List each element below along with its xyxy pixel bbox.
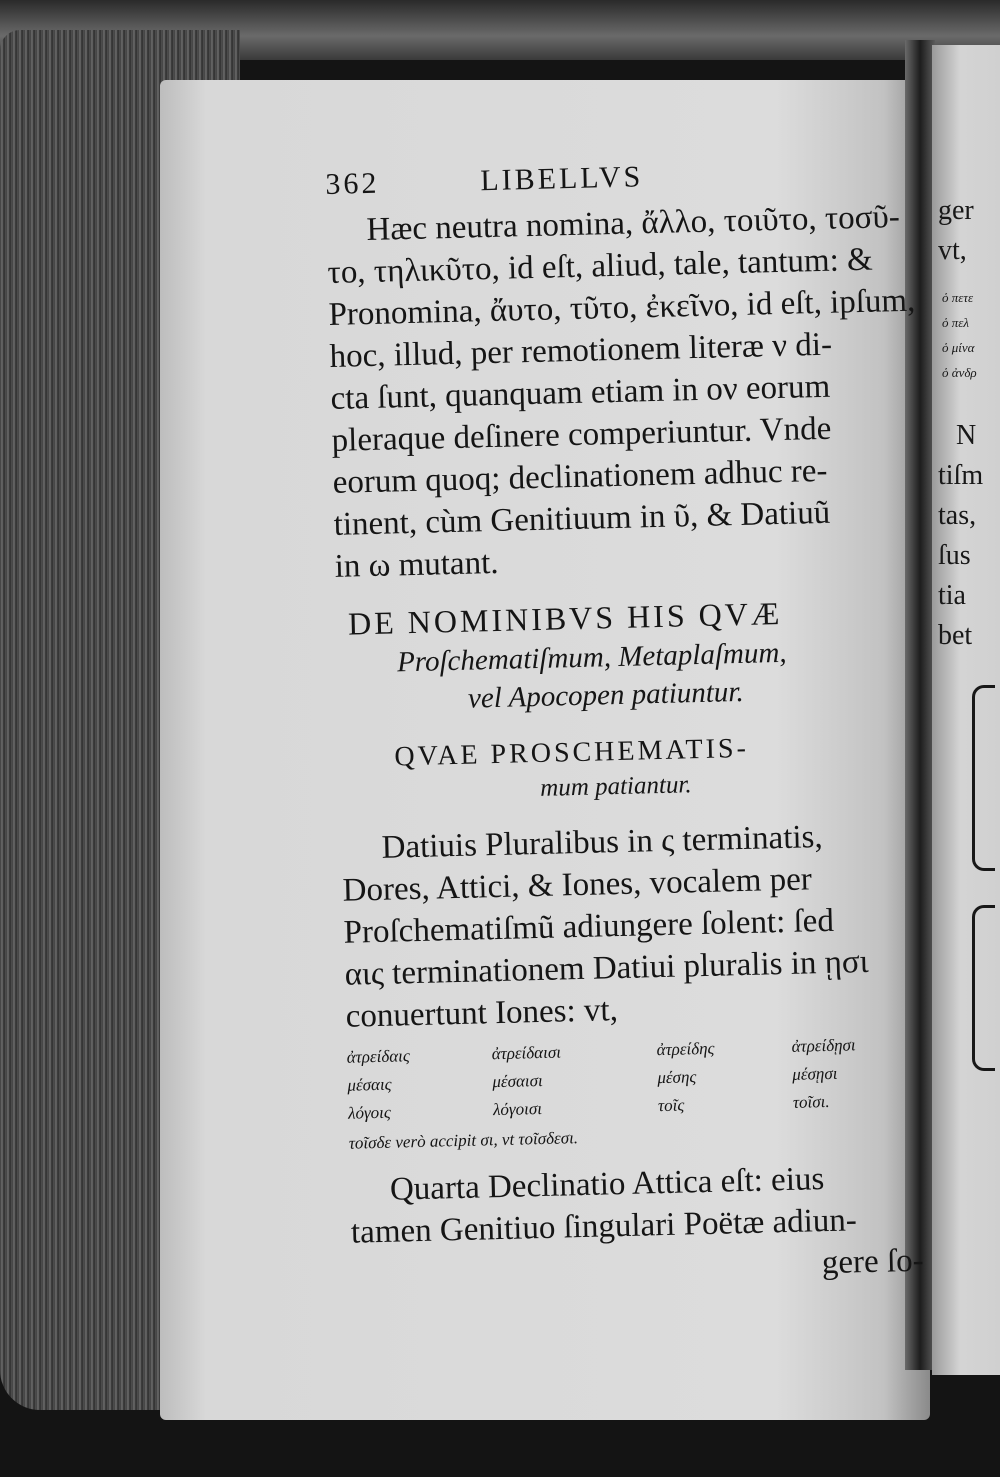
greek-cell: μέσαις <box>347 1074 392 1095</box>
greek-cell: ἀτρείδης <box>656 1038 715 1060</box>
text-line: Pronomina, ἄυτο, τῦτο, ἐκεῖνο, id eſt, ipſum, <box>328 282 916 333</box>
text-line: cta ſunt, quanquam etiam in ον eorum <box>330 368 831 417</box>
running-header <box>325 160 644 202</box>
facing-line: N <box>956 420 977 451</box>
section-subheading-line: Proſchematiſmum, Metaplaſmum, <box>396 636 787 679</box>
greek-cell: μέσαισι <box>492 1070 543 1092</box>
greek-table <box>347 1034 910 1168</box>
facing-greek-line: ὁ ἀνδρ <box>942 365 977 380</box>
text-block <box>325 154 942 1288</box>
section-subheading-line: vel Apocopen patiuntur. <box>467 675 745 715</box>
greek-note: τοῖσδε verò accipit σι, vt τοῖσδεσι. <box>348 1128 579 1153</box>
text-line: tinent, cùm Genitiuum in ῦ, & Datiuũ <box>333 494 831 543</box>
text-line: conuertunt Iones: vt, <box>345 992 619 1035</box>
catchword: gere ſo- <box>821 1242 925 1282</box>
facing-line: vt, <box>938 235 967 266</box>
running-head: LIBELLVS <box>479 160 644 198</box>
text-line: hoc, illud, per remotionem literæ ν di- <box>329 326 833 375</box>
greek-cell: ἀτρείδῃσι <box>791 1035 856 1056</box>
greek-cell: μέσης <box>657 1067 697 1088</box>
facing-page <box>932 45 1000 1375</box>
text-line: pleraque deſinere comperiuntur. Vnde <box>331 410 832 459</box>
text-line: αις terminationem Datiui pluralis in ῃσι <box>344 943 870 993</box>
facing-greek-line: ὁ πελ <box>942 315 970 330</box>
text-line: Proſchematiſmũ adiungere ſolent: ſed <box>343 902 835 951</box>
section-heading: DE NOMINIBVS HIS QVÆ <box>347 594 783 642</box>
brace-mark <box>972 685 995 871</box>
text-line: Datiuis Pluralibus in ς terminatis, <box>381 819 824 866</box>
facing-greek-line: ὁ μίνα <box>942 340 975 355</box>
facing-line: tiſm <box>938 460 984 491</box>
text-line: το, τηλικῦτο, id eſt, aliud, tale, tantum: & <box>327 241 874 291</box>
text-line: tamen Genitiuo ſingulari Poëtæ adiun- <box>350 1202 858 1251</box>
greek-cell: τοῖσι. <box>792 1091 830 1112</box>
text-line: Dores, Attici, & Iones, vocalem per <box>342 861 813 909</box>
facing-line: tia <box>938 580 966 611</box>
greek-cell: μέσῃσι <box>792 1063 838 1084</box>
sub-heading: QVAE PROSCHEMATIS- <box>394 732 750 773</box>
facing-greek-line: ὁ πετε <box>942 290 974 305</box>
text-line: Hæc neutra nomina, ἄλλο, τοιῦτο, τοσῦ- <box>366 198 901 248</box>
sub-heading-line: mum patiantur. <box>539 771 692 802</box>
greek-cell: λόγοις <box>347 1102 392 1123</box>
facing-line: bet <box>938 620 973 651</box>
facing-line: ſus <box>938 540 971 571</box>
page-number: 362 <box>325 166 380 201</box>
facing-line: tas, <box>938 500 977 531</box>
text-line: eorum quoq; declinationem adhuc re- <box>332 452 828 501</box>
greek-cell: ἀτρείδαις <box>346 1046 410 1067</box>
text-line: in ω mutant. <box>334 544 499 585</box>
greek-cell: τοῖς <box>657 1095 685 1116</box>
facing-line: ger <box>938 195 974 226</box>
brace-mark <box>972 905 995 1071</box>
greek-cell: ἀτρείδαισι <box>491 1042 562 1064</box>
greek-cell: λόγοισι <box>492 1098 543 1120</box>
text-line: Quarta Declinatio Attica eſt: eius <box>389 1161 825 1208</box>
